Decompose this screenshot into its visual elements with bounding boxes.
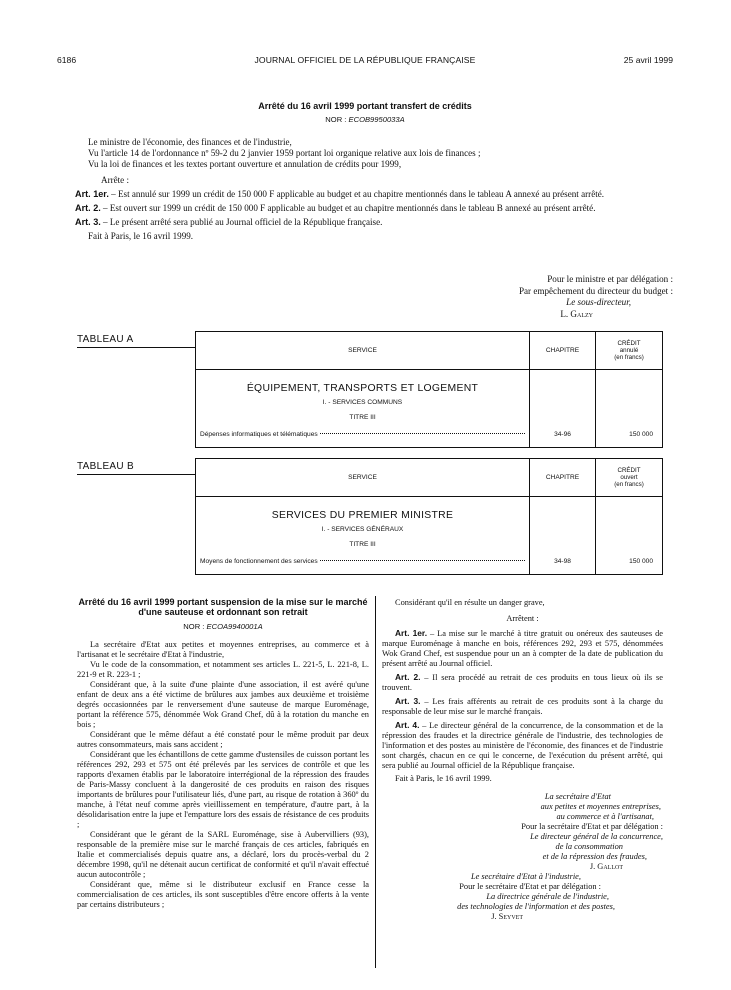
amount-cell: 150 000 bbox=[596, 497, 663, 575]
titre-name: TITRE III bbox=[349, 414, 376, 421]
done-at: Fait à Paris, le 16 avril 1999. bbox=[395, 774, 492, 783]
decree1-nor: NOR : ECOB9950033A bbox=[325, 115, 405, 124]
titre-name: TITRE III bbox=[349, 541, 376, 548]
col-header-chapitre: CHAPITRE bbox=[530, 459, 596, 497]
col-header-chapitre: CHAPITRE bbox=[530, 332, 596, 370]
service-cell bbox=[196, 370, 530, 448]
article: Art. 2. – Est ouvert sur 1999 un crédit de 150 000 F applicable au budget et au chapitre mentionnés dans le tableau B annexé au présent arrêté. bbox=[75, 203, 596, 213]
section-name: I. - SERVICES GÉNÉRAUX bbox=[321, 526, 404, 533]
table-a bbox=[195, 331, 663, 448]
line-item: Dépenses informatiques et télématiques bbox=[200, 429, 525, 440]
article: Art. 4. – Le directeur général de la concurrence, de la consommation et de la répression des fraudes et la directrice générale de l'industrie, des technologies de l'information et des postes au ministère de l'économie, des finances et de l'industrie sont chargés, chacun en ce qui le concerne, de l'exécution du présent arrêté, qui sera publié au Journal officiel de la République française. bbox=[382, 720, 663, 770]
col-header-credit: CRÉDIT ouvert (en francs) bbox=[596, 459, 663, 497]
signature-line: Par empêchement du directeur du budget : bbox=[518, 285, 673, 296]
done-at: Fait à Paris, le 16 avril 1999. bbox=[88, 231, 194, 241]
paragraph: Considérant que, même si le distributeur exclusif en France cesse la commercialisation de ces articles, ils sont susceptibles d'être encore offerts à la vente par certains distributeurs ; bbox=[77, 880, 369, 909]
chapitre-cell: 34-96 bbox=[530, 370, 596, 448]
paragraph: Considérant qu'il en résulte un danger grave, bbox=[395, 598, 545, 607]
decree2-left-column bbox=[77, 597, 369, 910]
paragraph: La secrétaire d'Etat aux petites et moyennes entreprises, au commerce et à l'artisanat et le secrétaire d'Etat à l'industrie, bbox=[77, 640, 369, 659]
divider bbox=[77, 347, 195, 348]
decree2-signatures: La secrétaire d'Etat aux petites et moyennes entreprises, au commerce et à l'artisanat, Pour la secrétaire d'Etat et par délégation : Le directeur général de la concurrence, de la consommation et de la répression des fraudes, J. Gallot Le secrétaire d'Etat à l'industrie, Pour le secrétaire d'Etat et par délégation : La directrice générale de l'industrie, des technologies de l'information et des postes, J. Seyvet bbox=[457, 792, 663, 921]
preamble-line: Vu l'article 14 de l'ordonnance nº 59-2 du 2 janvier 1959 portant loi organique relative aux lois de finances ; bbox=[88, 148, 481, 158]
article: Art. 3. – Le présent arrêté sera publié au Journal officiel de la République française. bbox=[75, 217, 383, 227]
journal-title: JOURNAL OFFICIEL DE LA RÉPUBLIQUE FRANÇAISE bbox=[254, 55, 476, 65]
decree1-body bbox=[75, 137, 673, 242]
article: Art. 2. – Il sera procédé au retrait de ces produits en tous lieux où ils se trouvent. bbox=[382, 672, 663, 692]
arretent-word: Arrêtent : bbox=[506, 614, 539, 623]
ministry-name: SERVICES DU PREMIER MINISTRE bbox=[271, 510, 454, 521]
table-b bbox=[195, 458, 663, 575]
signatory-name: L. Galzy bbox=[560, 308, 593, 319]
chapitre-cell: 34-98 bbox=[530, 497, 596, 575]
col-header-credit: CRÉDIT annulé (en francs) bbox=[596, 332, 663, 370]
divider bbox=[77, 474, 195, 475]
paragraph: Considérant que les échantillons de cette gamme d'ustensiles de cuisson portant les références 292, 293 et 575 ont été prélevés par les services de contrôle et que les rapports d'examen établis par le laboratoire interrégional de la répression des fraudes de Paris-Massy concluent à la dangerosité de ces produits en raison des risques importants de brûlures pour l'utilisateur liés, d'une part, au risque de rotation à 360º du manche, à l'état neuf comme après vieillissement en température, d'autre part, à la désolidarisation entre la jupe et l'empatture lors des essais de résistance de ces produits ; bbox=[77, 750, 369, 829]
col-header-service: SERVICE bbox=[196, 459, 530, 497]
article: Art. 3. – Les frais afférents au retrait de ces produits sont à la charge du responsable de leur mise sur le marché français. bbox=[382, 696, 663, 716]
preamble-line: Le ministre de l'économie, des finances et de l'industrie, bbox=[88, 137, 292, 147]
article: Art. 1er. – La mise sur le marché à titre gratuit ou onéreux des sauteuses de marque Euroménage à manche en bois, références 292, 293 et 575, dénommées Wok Grand Chef, est suspendue pour un an à compter de la date de publication du présent arrêté au Journal officiel. bbox=[382, 628, 663, 668]
decree2-nor: NOR : ECOA9940001A bbox=[183, 622, 263, 631]
service-cell bbox=[196, 497, 530, 575]
signature-line: Pour le ministre et par délégation : bbox=[547, 274, 673, 284]
section-name: I. - SERVICES COMMUNS bbox=[322, 399, 403, 406]
table-a-label: TABLEAU A bbox=[77, 334, 134, 345]
ministry-name: ÉQUIPEMENT, TRANSPORTS ET LOGEMENT bbox=[246, 383, 479, 394]
page-number: 6186 bbox=[57, 55, 77, 65]
decree2-title: Arrêté du 16 avril 1999 portant suspension de la mise sur le marché d'une sauteuse et ordonnant son retrait bbox=[78, 597, 368, 617]
issue-date: 25 avril 1999 bbox=[623, 55, 673, 65]
paragraph: Considérant que le gérant de la SARL Euroménage, sise à Aubervilliers (93), responsable de la première mise sur le marché français de ces articles, fabriqués en Italie et commercialisés depuis quatre ans, a déclaré, lors du procès-verbal du 2 décembre 1998, qu'il ne détenait aucun certificat de conformité et qu'il n'avait effectué aucun autocontrôle ; bbox=[77, 830, 369, 879]
preamble-line: Vu la loi de finances et les textes portant ouverture et annulation de crédits pour 1999, bbox=[88, 159, 402, 169]
table-b-label: TABLEAU B bbox=[77, 461, 134, 472]
paragraph: Considérant que, à la suite d'une plainte d'une association, il est avéré qu'une enfant de deux ans a été victime de brûlures aux jambes aux deuxième et troisième degrés occasionnées par le renversement d'une sauteuse de marque Euroménage, portant la référence 575, dénommée Wok Grand Chef, dû à la rotation du manche en bois ; bbox=[77, 680, 369, 729]
decree1-title: Arrêté du 16 avril 1999 portant transfert de crédits bbox=[258, 101, 472, 111]
decree1-signature bbox=[440, 274, 673, 320]
line-item: Moyens de fonctionnement des services bbox=[200, 556, 525, 567]
paragraph: Considérant que le même défaut a été constaté pour le même produit par deux autres consommateurs, mais sans accident ; bbox=[77, 730, 369, 749]
amount-cell: 150 000 bbox=[596, 370, 663, 448]
arrete-word: Arrête : bbox=[101, 175, 130, 185]
paragraph: Vu le code de la consommation, et notamment ses articles L. 221-5, L. 221-8, L. 221-9 et R. 223-1 ; bbox=[77, 660, 369, 679]
signature-line: Le sous-directeur, bbox=[566, 297, 631, 307]
article: Art. 1er. – Est annulé sur 1999 un crédit de 150 000 F applicable au budget et au chapitre mentionnés dans le tableau A annexé au présent arrêté. bbox=[75, 189, 605, 199]
col-header-service: SERVICE bbox=[196, 332, 530, 370]
column-divider bbox=[375, 596, 376, 968]
page-header bbox=[57, 55, 673, 69]
decree2-right-column bbox=[382, 598, 663, 922]
